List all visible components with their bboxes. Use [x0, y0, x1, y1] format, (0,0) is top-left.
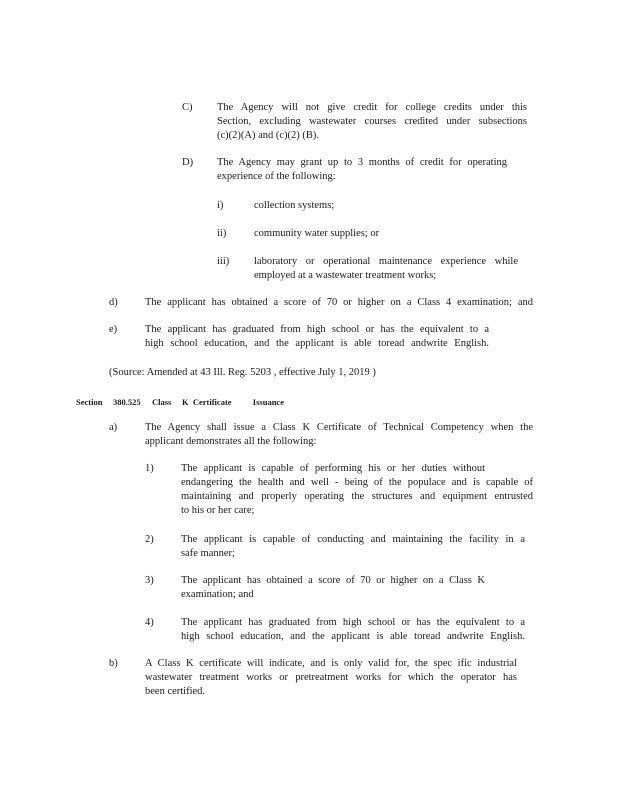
- section-title: Class K Certificate Issuance: [152, 397, 284, 407]
- text-line: collection systems;: [254, 200, 335, 211]
- item-text: [181, 533, 525, 561]
- item-text: [145, 323, 489, 351]
- text-line: The applicant is capable of conducting and maintaining the facility in a: [181, 534, 525, 545]
- item-text: [217, 101, 527, 143]
- text-line: safe manner;: [181, 548, 235, 559]
- item-text: [145, 296, 533, 310]
- text-line: wastewater treatment works or pretreatment works for which the operator has: [145, 672, 517, 683]
- text-line: examination; and: [181, 589, 254, 600]
- text-line: maintaining and properly operating the structures and equipment entrusted: [181, 491, 533, 502]
- text-line: The Agency shall issue a Class K Certificate of Technical Competency when the: [145, 422, 533, 433]
- text-line: The applicant has obtained a score of 70 or higher on a Class K: [181, 575, 485, 586]
- text-line: Section, excluding wastewater courses credited under subsections: [217, 116, 527, 127]
- text-line: The applicant has graduated from high school or has the equivalent to a: [181, 617, 525, 628]
- text-line: experience of the following:: [217, 171, 336, 182]
- text-line: high school education, and the applicant is able toread andwrite English.: [181, 631, 525, 642]
- text-line: The Agency may grant up to 3 months of credit for operating: [217, 157, 507, 168]
- item-label: 3): [145, 575, 154, 586]
- item-label: 4): [145, 617, 154, 628]
- text-line: endangering the health and well - being of the populace and is capable of: [181, 477, 533, 488]
- item-label: D): [182, 157, 194, 168]
- item-text: [181, 616, 525, 644]
- text-line: applicant demonstrates all the following:: [145, 436, 317, 447]
- item-label: e): [109, 324, 118, 335]
- source-note: [109, 366, 429, 380]
- item-label: b): [109, 658, 118, 669]
- section-number: 380.525: [113, 397, 141, 407]
- item-text: [217, 156, 507, 184]
- item-label: 2): [145, 534, 154, 545]
- text-line: The Agency will not give credit for college credits under this: [217, 102, 527, 113]
- text-line: been certified.: [145, 686, 206, 697]
- text-line: The applicant has graduated from high school or has the equivalent to a: [145, 324, 489, 335]
- source-text: (Source: Amended at 43 Ill. Reg. 5203 , effective July 1, 2019 ): [109, 367, 376, 378]
- item-label: C): [182, 102, 193, 113]
- item-text: [145, 657, 517, 699]
- item-label: d): [109, 297, 118, 308]
- section-word: Section: [76, 397, 103, 407]
- text-line: laboratory or operational maintenance experience while: [254, 256, 518, 267]
- item-label: a): [109, 422, 118, 433]
- item-label: iii): [217, 256, 230, 267]
- text-line: The applicant has obtained a score of 70 or higher on a Class 4 examination; and: [145, 297, 533, 308]
- item-text: [145, 421, 533, 449]
- text-line: (c)(2)(A) and (c)(2) (B).: [217, 130, 320, 141]
- text-line: The applicant is capable of performing his or her duties without: [181, 463, 485, 474]
- text-line: A Class K certificate will indicate, and is only valid for, the spec ific industrial: [145, 658, 517, 669]
- item-text: [181, 574, 485, 602]
- text-line: high school education, and the applicant is able toread andwrite English.: [145, 338, 489, 349]
- item-text: [254, 255, 518, 283]
- item-label: 1): [145, 463, 154, 474]
- text-line: to his or her care;: [181, 505, 255, 516]
- item-text: [181, 462, 533, 518]
- item-label: i): [217, 200, 224, 211]
- item-label: ii): [217, 228, 227, 239]
- text-line: employed at a wastewater treatment works;: [254, 270, 437, 281]
- item-text: [254, 227, 514, 241]
- text-line: community water supplies; or: [254, 228, 380, 239]
- item-text: [254, 199, 514, 213]
